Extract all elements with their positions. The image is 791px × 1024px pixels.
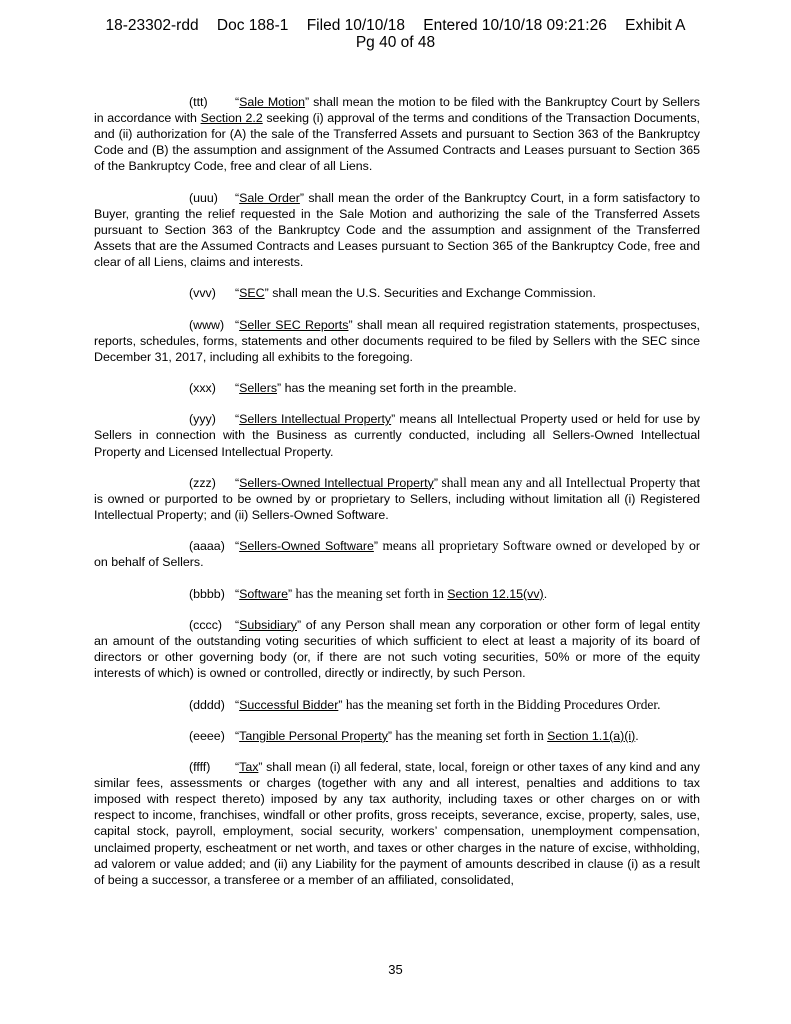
definition-label: (www) <box>189 317 225 332</box>
definition-paragraph: (eeee) “Tangible Personal Property” has the meaning set forth in Section 1.1(a)(i). <box>189 727 639 743</box>
definition-label: (aaaa) <box>189 539 225 554</box>
definition-label: (ffff) <box>189 760 211 775</box>
definition-label: (ttt) <box>189 95 208 109</box>
defined-term: Software <box>239 586 289 601</box>
definition-text: that is owned or purported to be owned by or proprietary to Sellers, including without limitation all (i) Registered Intellectual Property; and (ii) Sellers-Owned Software. <box>94 475 700 522</box>
definition-paragraph: (bbbb) “Software” has the meaning set forth in Section 12.15(vv). <box>189 585 548 601</box>
definition-paragraph: (yyy) “Sellers Intellectual Property” means all Intellectual Property used or held for use by Sellers in connection with the Business as currently conducted, including all Sellers-Owned Intellectual Property and Licensed Intellectual Property. <box>94 412 701 459</box>
defined-term: Sale Motion <box>239 95 306 109</box>
definition-text: . <box>635 728 639 743</box>
definition-paragraph: (uuu) “Sale Order” shall mean the order of the Bankruptcy Court, in a form satisfactory to Buyer, granting the relief requested in the Sale Motion and authorizing the sale of the Transferred Assets pursuant to Section 363 of the Bankruptcy Code and the assumption and assignment of the Transferred Assets that are the Assumed Contracts and Leases pursuant to Section 365 of the Bankruptcy Code, free and clear of all Liens, claims and interests. <box>94 190 700 270</box>
definition-label: (xxx) <box>189 381 216 396</box>
section-reference: Section 2.2 <box>200 111 263 126</box>
definition-text: has the meaning set forth in <box>392 727 548 743</box>
definition-label: (eeee) <box>189 728 225 743</box>
definition-label: (bbbb) <box>189 586 225 601</box>
section-reference: Section 12.15(vv) <box>447 586 544 601</box>
definition-paragraph: (ttt) “Sale Motion” shall mean the motion to be filed with the Bankruptcy Court by Sellers in accordance with Section 2.2 seeking (i) approval of the terms and conditions of the Transaction Documents, and (ii) authorization for (A) the sale of the Transferred Assets and pursuant to Section 363 of the Bankruptcy Code and (B) the assumption and assignment of the Assumed Contracts and Leases pursuant to Section 365 of the Bankruptcy Code, free and clear of all Liens. <box>94 95 700 174</box>
document-body <box>94 94 700 903</box>
definition-paragraph: (dddd) “Successful Bidder” has the meaning set forth in the Bidding Procedures Order. <box>189 696 661 712</box>
case-number: 18-23302-rdd <box>105 17 199 34</box>
definition-paragraph: (vvv) “SEC” shall mean the U.S. Securities and Exchange Commission. <box>189 286 596 301</box>
definition-text: shall mean all required registration statements, prospectuses, reports, schedules, forms, statements and other documents required to be filed by Sellers with the SEC since December 31, 2017, including all exhibits to the foregoing. <box>94 317 700 364</box>
defined-term: Tax <box>239 760 259 775</box>
defined-term: Sellers-Owned Software <box>239 539 374 554</box>
defined-term: Successful Bidder <box>239 697 339 712</box>
page-number: 35 <box>388 962 403 977</box>
defined-term: Subsidiary <box>239 617 297 632</box>
definition-label: (uuu) <box>189 190 218 205</box>
defined-term: SEC <box>239 286 265 301</box>
definition-label: (yyy) <box>189 412 216 427</box>
definition-label: (vvv) <box>189 286 216 301</box>
definition-text: shall mean any and all Intellectual Property <box>437 474 676 490</box>
definition-paragraph: (www) “Seller SEC Reports” shall mean all required registration statements, prospectuses, reports, schedules, forms, statements and other documents required to be filed by Sellers with the SEC since December 31, 2017, including all exhibits to the foregoing. <box>94 317 700 364</box>
definition-text: . <box>543 586 548 601</box>
definition-paragraph: (zzz) “Sellers-Owned Intellectual Property” shall mean any and all Intellectual Property that is owned or purported to be owned by or proprietary to Sellers, including without limitation all (i) Registered Intellectual Property; and (ii) Sellers-Owned Software. <box>94 474 700 522</box>
definition-text: shall mean the U.S. Securities and Exchange Commission. <box>268 286 596 301</box>
definition-text: of any Person shall mean any corporation or other form of legal entity an amount of the outstanding voting securities of which sufficient to elect at least a majority of its board of directors or other governing body (or, if there are not such voting securities, 50% or more of the equity interests of which) is owned or controlled, directly or indirectly, by such Person. <box>94 617 700 681</box>
defined-term: Sale Order <box>239 190 300 205</box>
definition-text: or on behalf of Sellers. <box>94 539 700 570</box>
definition-paragraph: (ffff) “Tax” shall mean (i) all federal, state, local, foreign or other taxes of any kind and any similar fees, assessments or charges (together with any and all interest, penalties and additions to tax imposed with respect thereto) imposed by any tax authority, including taxes or other charges on or with respect to income, franchises, windfall or other profits, gross receipts, severance, excise, property, sales, use, capital stock, payroll, employment, social security, workers’ compensation, unemployment compensation, unclaimed property, escheatment or net worth, and taxes or other charges in the nature of excise, withholding, ad valorem or value added; and (ii) any Liability for the payment of amounts described in clause (i) as a result of being a successor, a transferee or a member of an affiliated, consolidated, <box>94 760 700 887</box>
definition-label: (cccc) <box>189 617 223 632</box>
filed-date: Filed 10/10/18 <box>306 17 405 34</box>
definition-text: shall mean (i) all federal, state, local, foreign or other taxes of any kind and any similar fees, assessments or charges (together with any and all interest, penalties and additions to tax imposed with respect thereto) imposed by any tax authority, including taxes or other charges on or with respect to income, franchises, windfall or other profits, gross receipts, severance, excise, property, sales, use, capital stock, payroll, employment, social security, workers’ compensation, unemployment compensation, unclaimed property, escheatment or net worth, and taxes or other charges in the nature of excise, withholding, ad valorem or value added; and (ii) any Liability for the payment of amounts described in clause (i) as a result of being a successor, a transferee or a member of an affiliated, consolidated, <box>94 760 700 887</box>
filing-header <box>0 17 791 51</box>
defined-term: Tangible Personal Property <box>239 728 388 743</box>
definition-text: means all proprietary Software owned or developed by <box>378 538 685 554</box>
definition-text: has the meaning set forth in <box>292 585 448 601</box>
definition-label: (zzz) <box>189 475 216 490</box>
definition-paragraph: (xxx) “Sellers” has the meaning set forth in the preamble. <box>189 381 517 396</box>
exhibit-label: Exhibit A <box>625 17 686 34</box>
entered-date: Entered 10/10/18 09:21:26 <box>423 17 607 34</box>
defined-term: Sellers Intellectual Property <box>239 412 392 427</box>
defined-term: Sellers-Owned Intellectual Property <box>239 475 434 490</box>
document-number: Doc 188-1 <box>216 17 289 34</box>
definition-paragraph: (cccc) “Subsidiary” of any Person shall mean any corporation or other form of legal entity an amount of the outstanding voting securities of which sufficient to elect at least a majority of its board of directors or other governing body (or, if there are not such voting securities, 50% or more of the equity interests of which) is owned or controlled, directly or indirectly, by such Person. <box>94 617 700 681</box>
definition-paragraph: (aaaa) “Sellers-Owned Software” means all proprietary Software owned or developed by or on behalf of Sellers. <box>94 538 700 570</box>
definition-text: has the meaning set forth in the preamble. <box>281 381 517 396</box>
defined-term: Sellers <box>239 381 278 396</box>
definition-text: shall mean the motion to be filed with the Bankruptcy Court by Sellers in accordance with <box>94 95 700 126</box>
defined-term: Seller SEC Reports <box>239 317 349 332</box>
section-reference: Section 1.1(a)(i) <box>547 728 636 743</box>
page-of-total: Pg 40 of 48 <box>355 34 436 51</box>
definition-text: has the meaning set forth in the Bidding Procedures Order. <box>342 696 661 712</box>
definition-text: seeking (i) approval of the terms and conditions of the Transaction Documents, and (ii) authorization for (A) the sale of the Transferred Assets and pursuant to Section 363 of the Bankruptcy Code and (B) the assumption and assignment of the Assumed Contracts and Leases pursuant to Section 365 of the Bankruptcy Code, free and clear of all Liens. <box>94 111 700 174</box>
definition-text: shall mean the order of the Bankruptcy Court, in a form satisfactory to Buyer, granting the relief requested in the Sale Motion and authorizing the sale of the Transferred Assets pursuant to Section 363 of the Bankruptcy Code and the assumption and assignment of the Transferred Assets that are the Assumed Contracts and Leases pursuant to Section 365 of the Bankruptcy Code, free and clear of all Liens, claims and interests. <box>94 190 700 270</box>
definition-label: (dddd) <box>189 697 225 712</box>
definition-text: means all Intellectual Property used or held for use by Sellers in connection with the Business as currently conducted, including all Sellers-Owned Intellectual Property and Licensed Intellectual Property. <box>94 412 701 459</box>
